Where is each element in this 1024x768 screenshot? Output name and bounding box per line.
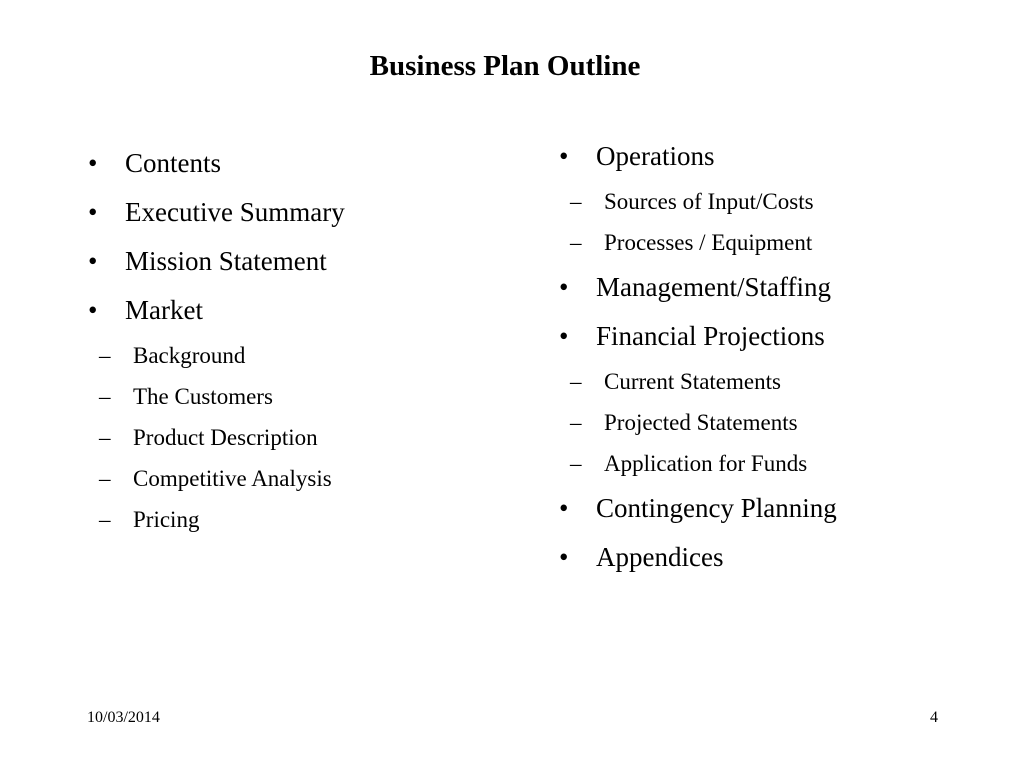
bullet-label: Executive Summary <box>125 197 345 227</box>
bullet-icon: • <box>559 493 569 523</box>
dash-icon: – <box>570 189 582 214</box>
dash-icon: – <box>99 343 111 368</box>
sub-bullet-label: Competitive Analysis <box>133 466 332 491</box>
bullet-label: Financial Projections <box>596 321 825 351</box>
sub-bullet-item <box>88 421 518 454</box>
dash-icon: – <box>99 384 111 409</box>
bullet-item <box>559 488 999 528</box>
sub-bullet-label: Pricing <box>133 507 200 532</box>
sub-bullet-item <box>88 503 518 536</box>
bullet-label: Contingency Planning <box>596 493 837 523</box>
bullet-item <box>88 290 518 330</box>
bullet-item <box>559 136 999 176</box>
left-column-list <box>88 143 518 544</box>
sub-bullet-label: Current Statements <box>604 369 781 394</box>
financial-sublist <box>559 365 999 480</box>
bullet-item <box>559 267 999 307</box>
bullet-label: Market <box>125 295 203 325</box>
bullet-label: Operations <box>596 141 715 171</box>
dash-icon: – <box>99 466 111 491</box>
dash-icon: – <box>570 369 582 394</box>
bullet-label: Contents <box>125 148 222 178</box>
sub-bullet-item <box>559 447 999 480</box>
bullet-icon: • <box>88 295 98 325</box>
dash-icon: – <box>99 425 111 450</box>
sub-bullet-item <box>88 339 518 372</box>
sub-bullet-label: The Customers <box>133 384 273 409</box>
bullet-item <box>559 537 999 577</box>
sublist-container <box>88 339 518 536</box>
sublist-container <box>559 185 999 259</box>
bullet-label: Appendices <box>596 542 724 572</box>
sub-bullet-item <box>559 226 999 259</box>
bullet-icon: • <box>88 148 98 178</box>
bullet-icon: • <box>559 542 569 572</box>
dash-icon: – <box>570 230 582 255</box>
bullet-label: Mission Statement <box>125 246 327 276</box>
footer-date: 10/03/2014 <box>87 709 160 726</box>
sub-bullet-item <box>559 406 999 439</box>
dash-icon: – <box>570 410 582 435</box>
sub-bullet-label: Sources of Input/Costs <box>604 189 814 214</box>
sub-bullet-item <box>88 380 518 413</box>
bullet-item <box>88 241 518 281</box>
sub-bullet-label: Product Description <box>133 425 318 450</box>
sub-bullet-label: Background <box>133 343 246 368</box>
bullet-item <box>559 316 999 356</box>
dash-icon: – <box>570 451 582 476</box>
bullet-icon: • <box>559 321 569 351</box>
slide-title: Business Plan Outline <box>369 50 641 82</box>
right-column-list <box>559 136 999 586</box>
bullet-item <box>88 143 518 183</box>
sub-bullet-label: Projected Statements <box>604 410 798 435</box>
sub-bullet-label: Application for Funds <box>604 451 808 476</box>
bullet-icon: • <box>559 141 569 171</box>
operations-sublist <box>559 185 999 259</box>
bullet-item <box>88 192 518 232</box>
sub-bullet-item <box>559 185 999 218</box>
bullet-label: Management/Staffing <box>596 272 831 302</box>
market-sublist <box>88 339 518 536</box>
bullet-icon: • <box>88 197 98 227</box>
sub-bullet-item <box>88 462 518 495</box>
page-number: 4 <box>930 709 938 726</box>
dash-icon: – <box>99 507 111 532</box>
sublist-container <box>559 365 999 480</box>
sub-bullet-item <box>559 365 999 398</box>
bullet-icon: • <box>88 246 98 276</box>
bullet-icon: • <box>559 272 569 302</box>
sub-bullet-label: Processes / Equipment <box>604 230 813 255</box>
